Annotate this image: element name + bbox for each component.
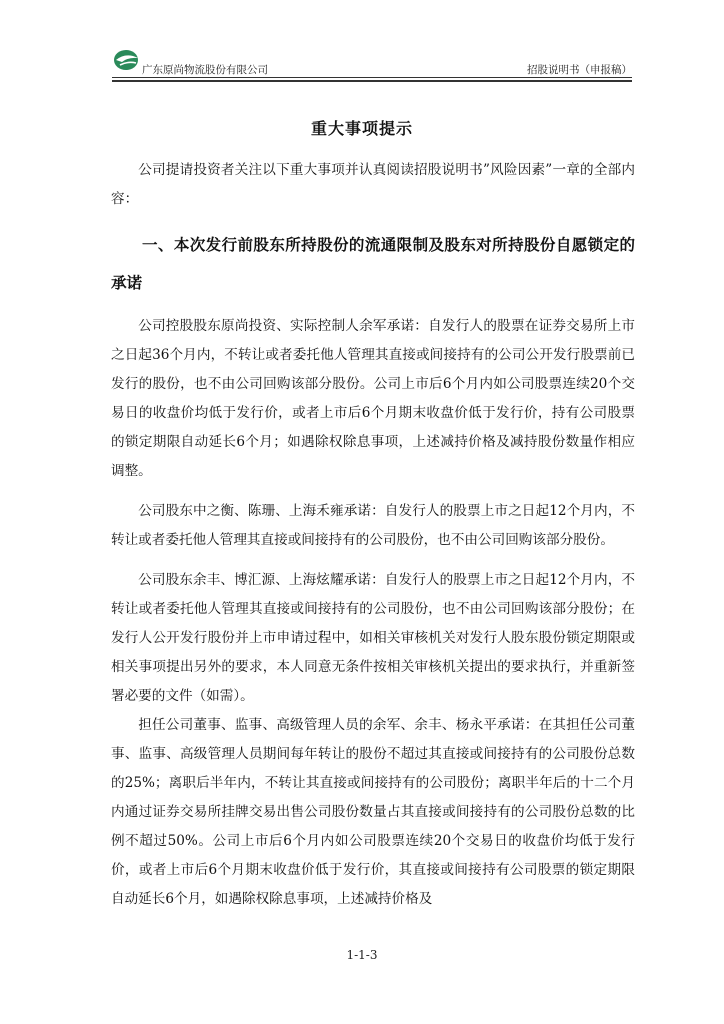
header-rule-thin	[112, 77, 632, 78]
page-header	[112, 48, 632, 76]
paragraph-shareholders-group-1: 公司股东中之衡、陈珊、上海禾雍承诺：自发行人的股票上市之日起12个月内，不转让或者委托他人管理其直接或间接持有的公司股份，也不由公司回购该部分股份。	[111, 503, 635, 548]
page-number: 1-1-3	[346, 948, 378, 962]
section-heading: 一、本次发行前股东所持股份的流通限制及股东对所持股份自愿锁定的承诺	[111, 236, 635, 292]
paragraph-controlling-shareholder: 公司控股股东原尚投资、实际控制人余军承诺：自发行人的股票在证券交易所上市之日起36个月内，不转让或者委托他人管理其直接或间接持有的公司公开发行股票前已发行的股份，也不由公司回购该部分股份。公司上市后6个月内如公司股票连续20个交易日的收盘价均低于发行价，或者上市后6个月期末收盘价低于发行价，持有公司股票的锁定期限自动延长6个月；如遇除权除息事项，上述减持价格及减持股份数量作相应调整。	[111, 318, 635, 479]
paragraph-directors: 担任公司董事、监事、高级管理人员的余军、余丰、杨永平承诺：在其担任公司董事、监事、高级管理人员期间每年转让的股份不超过其直接或间接持有的公司股份总数的25%；离职后半年内，不转让其直接或间接持有的公司股份；离职半年后的十二个月内通过证券交易所挂牌交易出售公司股份数量占其直接或间接持有的公司股份总数的比例不超过50%。公司上市后6个月内如公司股票连续20个交易日的收盘价均低于发行价，或者上市后6个月期末收盘价低于发行价，其直接或间接持有公司股票的锁定期限自动延长6个月，如遇除权除息事项，上述减持价格及	[111, 717, 635, 907]
header-rule-thick	[112, 80, 632, 82]
document-type: 招股说明书（申报稿）	[527, 64, 632, 76]
company-logo-icon	[112, 48, 142, 72]
company-name: 广东原尚物流股份有限公司	[142, 64, 268, 76]
page-title: 重大事项提示	[310, 119, 413, 138]
document-body	[111, 156, 635, 914]
paragraph-shareholders-group-2: 公司股东余丰、博汇源、上海炫耀承诺：自发行人的股票上市之日起12个月内，不转让或者委托他人管理其直接或间接持有的公司股份，也不由公司回购该部分股份；在发行人公开发行股份并上市申请过程中，如相关审核机关对发行人股东股份锁定期限或相关事项提出另外的要求，本人同意无条件按相关审核机关提出的要求执行，并重新签署必要的文件（如需）。	[111, 572, 635, 704]
intro-paragraph: 公司提请投资者关注以下重大事项并认真阅读招股说明书”风险因素”一章的全部内容：	[111, 162, 635, 207]
